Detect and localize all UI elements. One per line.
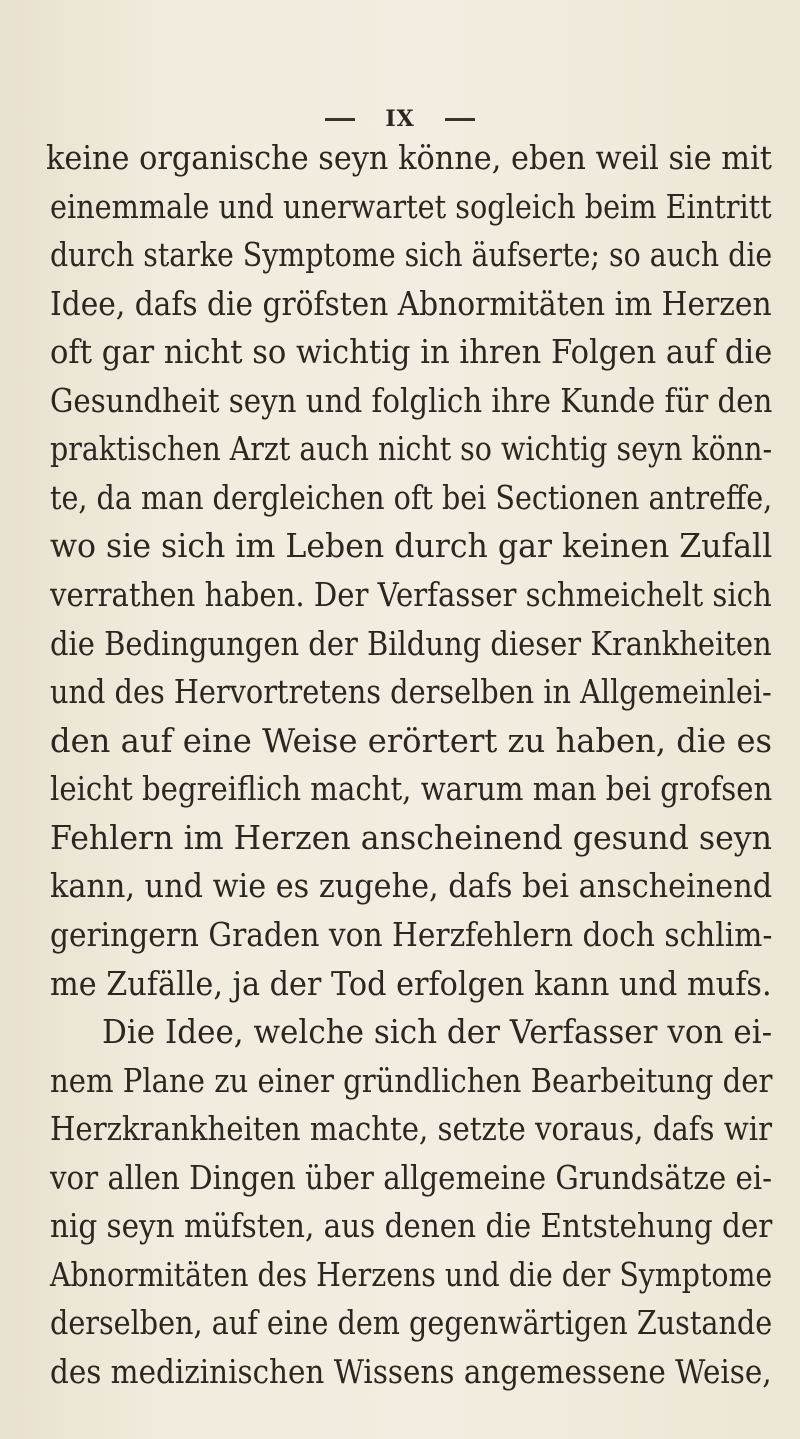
text-line: praktischen Arzt auch nicht so wichtig seyn könn- xyxy=(50,429,773,468)
text-line: leicht begreiflich macht, warum man bei grofsen xyxy=(50,769,773,808)
text-line: te, da man dergleichen oft bei Sectionen antreffe, xyxy=(50,478,773,517)
text-line: Herzkrankheiten machte, setzte voraus, dafs wir xyxy=(50,1109,773,1148)
text-line: geringern Graden von Herzfehlern doch schlim- xyxy=(50,915,773,954)
text-line: Idee, dafs die gröfsten Abnormitäten im Herzen xyxy=(50,284,772,323)
text-line: Abnormitäten des Herzens und die der Symptome xyxy=(50,1255,773,1294)
text-line: wo sie sich im Leben durch gar keinen Zufall xyxy=(50,526,773,565)
text-line: durch starke Symptome sich äufserte; so auch die xyxy=(50,235,773,274)
page-header xyxy=(0,106,800,132)
text-line: vor allen Dingen über allgemeine Grundsätze ei- xyxy=(50,1158,773,1197)
text-line: den auf eine Weise erörtert zu haben, die es xyxy=(50,721,773,760)
text-line: derselben, auf eine dem gegenwärtigen Zustande xyxy=(50,1303,773,1342)
text-line: und des Hervortretens derselben in Allgemeinlei- xyxy=(50,672,772,711)
text-line: einemmale und unerwartet sogleich beim Eintritt xyxy=(50,187,772,226)
text-line: Die Idee, welche sich der Verfasser von ei- xyxy=(102,1012,773,1051)
text-line: keine organische seyn könne, eben weil sie mit xyxy=(46,138,772,177)
header-dash-right xyxy=(445,118,475,121)
text-line: oft gar nicht so wichtig in ihren Folgen auf die xyxy=(50,332,773,371)
text-line: me Zufälle, ja der Tod erfolgen kann und mufs. xyxy=(50,964,772,1003)
text-line: Fehlern im Herzen anscheinend gesund seyn xyxy=(50,818,773,857)
page-number: IX xyxy=(385,106,415,132)
text-line: verrathen haben. Der Verfasser schmeichelt sich xyxy=(50,575,772,614)
text-line: Gesundheit seyn und folglich ihre Kunde für den xyxy=(50,381,773,420)
text-line: nem Plane zu einer gründlichen Bearbeitung der xyxy=(50,1061,773,1100)
header-dash-left xyxy=(325,118,355,121)
text-line: nig seyn müfsten, aus denen die Entstehung der xyxy=(50,1206,773,1245)
text-line: die Bedingungen der Bildung dieser Krankheiten xyxy=(50,624,772,663)
text-line: des medizinischen Wissens angemessene Weise, xyxy=(50,1352,772,1391)
text-line: kann, und wie es zugehe, dafs bei anscheinend xyxy=(50,866,773,905)
